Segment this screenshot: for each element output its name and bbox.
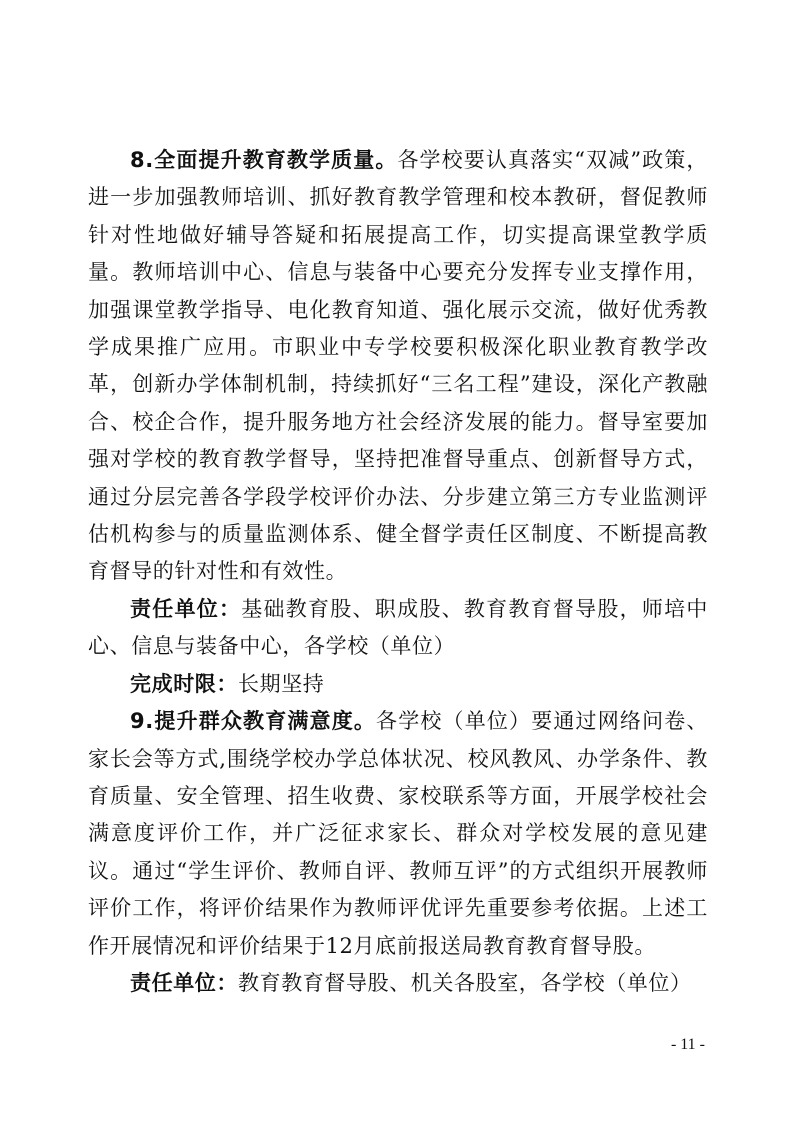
section-heading: 9.提升群众教育满意度。: [130, 709, 377, 734]
section-heading: 8.全面提升教育教学质量。: [130, 148, 398, 172]
field-label: 完成时限：: [130, 671, 238, 696]
paragraph-responsible-units: [88, 591, 708, 666]
paragraph-deadline: [88, 666, 708, 703]
field-label: 责任单位：: [130, 596, 242, 621]
field-value: 长期坚持: [238, 671, 325, 696]
paragraph-responsible-units-2: [88, 965, 708, 1002]
paragraph-text: 各学校（单位）要通过网络问卷、家长会等方式,围绕学校办学总体状况、校风教风、办学条件、教育质量、安全管理、招生收费、家校联系等方面，开展学校社会满意度评价工作，并广泛征求家长、群众对学校发展的意见建议。通过“学生评价、教师自评、教师互评”的方式组织开展教师评价工作，将评价结果作为教师评优评先重要参考依据。上述工作开展情况和评价结果于12月底前报送局教育教育督导股。: [88, 709, 708, 958]
field-value: 基础教育股、职成股、教育教育督导股，师培中心、信息与装备中心，各学校（单位）: [88, 596, 708, 659]
paragraph-quality: [88, 142, 708, 591]
page-number: - 11 -: [670, 1036, 705, 1053]
paragraph-text: 各学校要认真落实“双减”政策，进一步加强教师培训、抓好教育教学管理和校本教研，督促教师针对性地做好辅导答疑和拓展提高工作，切实提高课堂教学质量。教师培训中心、信息与装备中心要充分发挥专业支撑作用，加强课堂教学指导、电化教育知道、强化展示交流，做好优秀教学成果推广应用。市职业中专学校要积极深化职业教育教学改革，创新办学体制机制，持续抓好“三名工程”建设，深化产教融合、校企合作，提升服务地方社会经济发展的能力。督导室要加强对学校的教育教学督导，坚持把准督导重点、创新督导方式，通过分层完善各学段学校评价办法、分步建立第三方专业监测评估机构参与的质量监测体系、健全督学责任区制度、不断提高教育督导的针对性和有效性。: [88, 148, 708, 584]
field-value: 教育教育督导股、机关各股室，各学校（单位）: [238, 970, 692, 995]
field-label: 责任单位：: [130, 970, 238, 995]
paragraph-satisfaction: [88, 703, 708, 965]
document-body: [88, 142, 708, 1002]
